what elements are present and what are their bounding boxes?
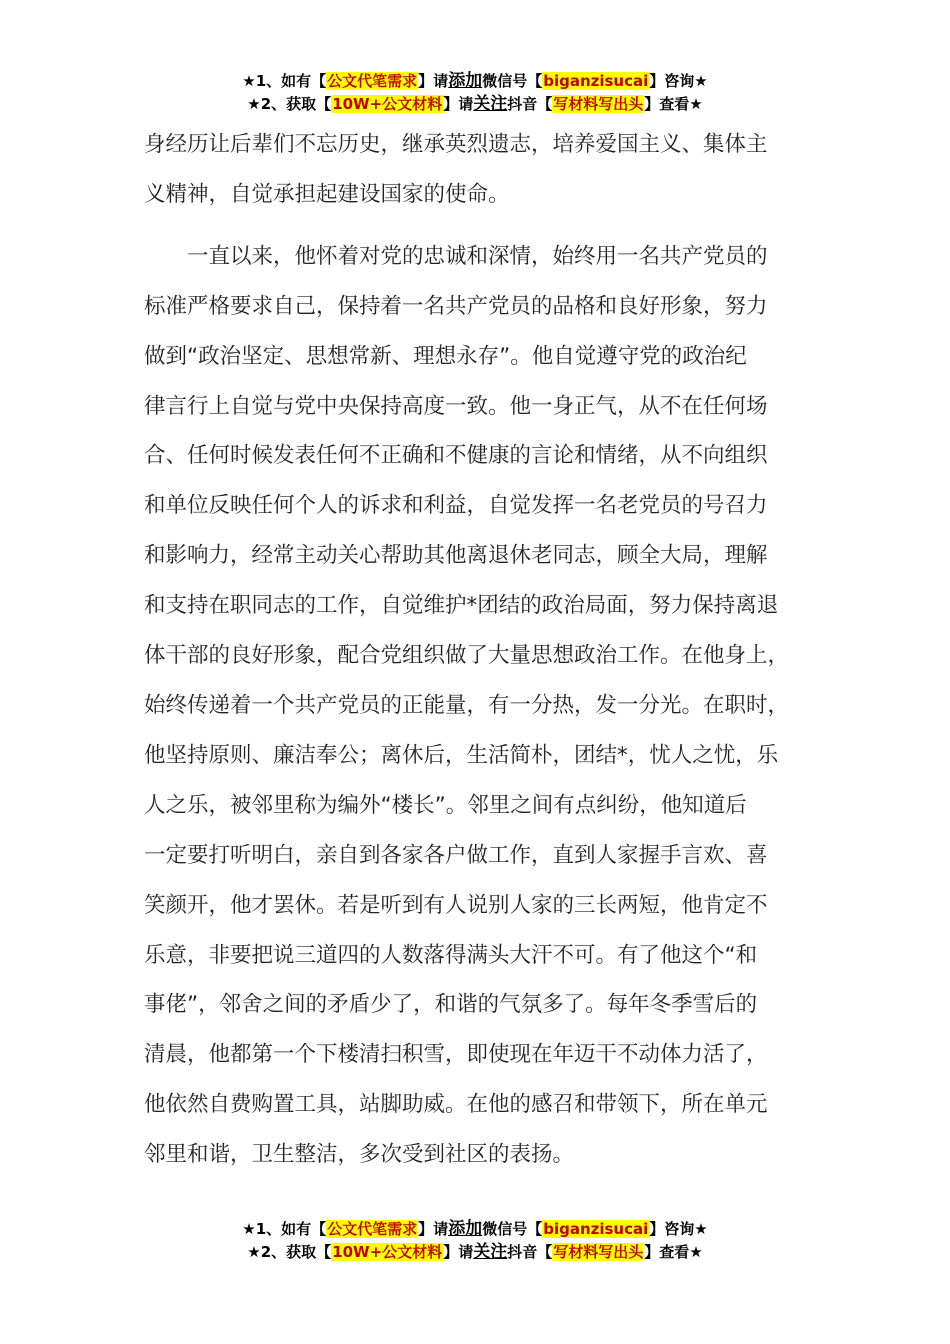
footer-notice-line-2 [0,1241,950,1264]
notice-text: 】请 [418,72,449,90]
text-line: 一定要打听明白，亲自到各家各户做工作，直到人家握手言欢、喜 [144,842,768,868]
footer-notice-line-1 [0,1218,950,1241]
notice-text: ★1、如有【 [242,1220,327,1238]
text-line: 邻里和谐，卫生整洁，多次受到社区的表扬。 [144,1142,575,1168]
text-line: 和支持在职同志的工作，自觉维护*团结的政治局面，努力保持离退 [144,593,779,619]
header-notice-line-2 [0,93,950,116]
notice-highlight-douyin-id: 写材料写出头 [553,95,644,113]
paragraph-2 [144,232,812,1180]
notice-text: ★2、获取【 [247,95,332,113]
text-line: 和单位反映任何个人的诉求和利益，自觉发挥一名老党员的号召力 [144,493,768,519]
text-line: 他依然自费购置工具，站脚助威。在他的感召和带领下，所在单元 [144,1092,768,1118]
paragraph-1 [144,120,812,220]
notice-text: 抖音【 [507,1243,553,1261]
notice-highlight: 公文代笔需求 [327,72,418,90]
text-line: 人之乐，被邻里称为编外“楼长”。邻里之间有点纠纷，他知道后 [144,792,747,818]
text-line: 和影响力，经常主动关心帮助其他离退休老同志，顾全大局，理解 [144,543,768,569]
text-line: 义精神，自觉承担起建设国家的使命。 [144,181,510,207]
notice-text: 】查看★ [644,95,703,113]
notice-text: 】请 [418,1220,449,1238]
notice-highlight: 10W+公文材料 [332,95,443,113]
text-line: 事佬”，邻舍之间的矛盾少了，和谐的气氛多了。每年冬季雪后的 [144,992,758,1018]
text-line: 乐意，非要把说三道四的人数落得满头大汗不可。有了他这个“和 [144,942,758,968]
notice-emphasis: 关注 [473,94,508,114]
notice-highlight-douyin-id: 写材料写出头 [553,1243,644,1261]
notice-text: 抖音【 [507,95,553,113]
document-body [144,120,812,1180]
text-line: 笑颜开，他才罢休。若是听到有人说别人家的三长两短，他肯定不 [144,892,768,918]
notice-text: 微信号【 [482,1220,543,1238]
notice-text: 】请 [443,1243,474,1261]
notice-highlight: 10W+公文材料 [332,1243,443,1261]
notice-highlight: 公文代笔需求 [327,1220,418,1238]
header-notice-line-1 [0,70,950,93]
text-line: 标准严格要求自己，保持着一名共产党员的品格和良好形象，努力 [144,293,768,319]
notice-text: 】咨询★ [649,72,708,90]
footer-notice [0,1218,950,1264]
text-line: 体干部的良好形象，配合党组织做了大量思想政治工作。在他身上， [144,643,790,669]
notice-text: 】请 [443,95,474,113]
text-line: 清晨，他都第一个下楼清扫积雪，即使现在年迈干不动体力活了， [144,1042,768,1068]
notice-emphasis: 添加 [448,71,483,91]
text-line: 始终传递着一个共产党员的正能量，有一分热，发一分光。在职时， [144,692,790,718]
notice-text: ★1、如有【 [242,72,327,90]
header-notice [0,70,950,116]
text-line: 他坚持原则、廉洁奉公；离休后，生活简朴，团结*，忧人之忧，乐 [144,742,779,768]
notice-text: 】查看★ [644,1243,703,1261]
notice-text: 微信号【 [482,72,543,90]
text-line: 一直以来，他怀着对党的忠诚和深情，始终用一名共产党员的 [144,243,768,269]
text-line: 合、任何时候发表任何不正确和不健康的言论和情绪，从不向组织 [144,443,768,469]
notice-text: 】咨询★ [649,1220,708,1238]
notice-text: ★2、获取【 [247,1243,332,1261]
notice-emphasis: 添加 [448,1219,483,1239]
text-line: 律言行上自觉与党中央保持高度一致。他一身正气，从不在任何场 [144,393,768,419]
notice-emphasis: 关注 [473,1242,508,1262]
text-line: 做到“政治坚定、思想常新、理想永存”。他自觉遵守党的政治纪 [144,343,747,369]
notice-highlight-wechat-id: biganzisucai [543,1220,649,1238]
notice-highlight-wechat-id: biganzisucai [543,72,649,90]
text-line: 身经历让后辈们不忘历史，继承英烈遗志，培养爱国主义、集体主 [144,132,768,157]
